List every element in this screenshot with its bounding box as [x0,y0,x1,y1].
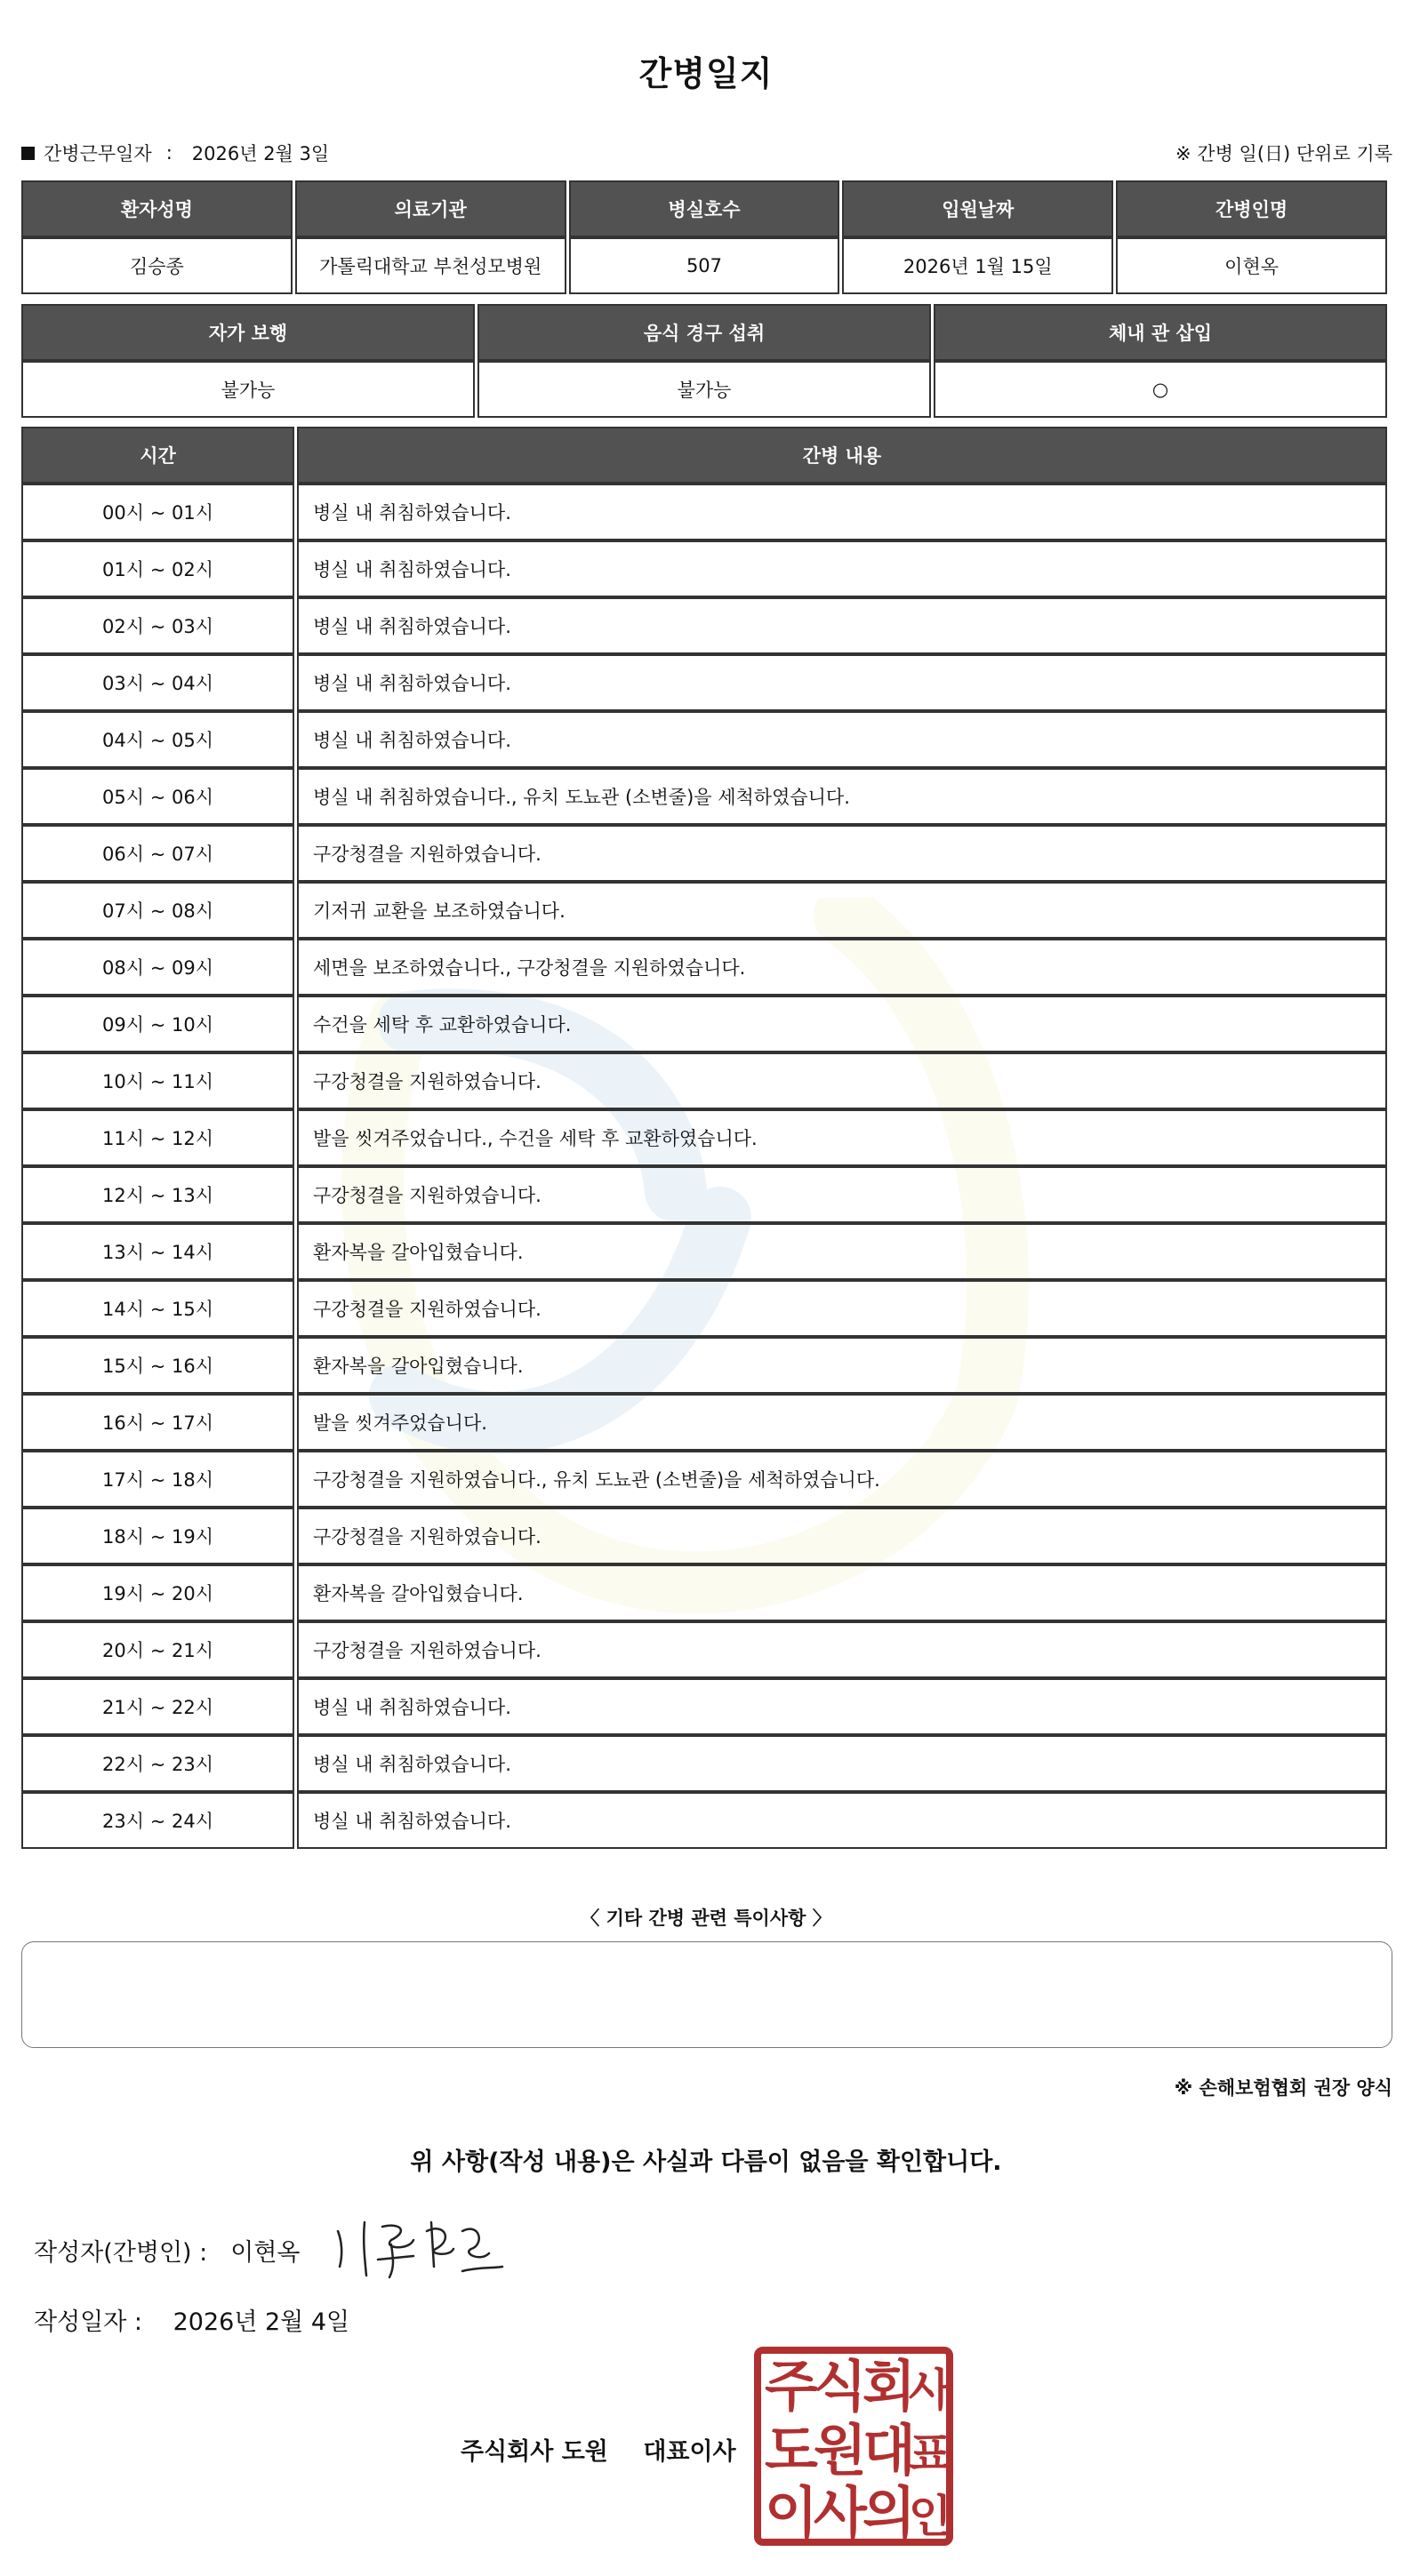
writer-label: 작성자(간병인) : [34,2239,208,2267]
table-row [21,1621,1387,1678]
time-slot: 07시 ~ 08시 [21,882,294,939]
table-row [21,1280,1387,1337]
work-date-group [21,140,329,166]
time-slot: 03시 ~ 04시 [21,654,294,711]
work-date-value: 2026년 2월 3일 [191,143,330,164]
care-content: 병실 내 취침하였습니다. [297,654,1387,711]
table-row [21,1166,1387,1223]
time-slot: 05시 ~ 06시 [21,768,294,825]
time-slot: 08시 ~ 09시 [21,939,294,996]
write-date-value: 2026년 2월 4일 [172,2308,350,2336]
hospital-name: 가톨릭대학교 부천성모병원 [295,237,566,294]
header-care-content: 간병 내용 [297,427,1387,484]
care-content: 환자복을 갈아입혔습니다. [297,1564,1387,1621]
care-content: 병실 내 취침하였습니다. [297,484,1387,540]
company-seal-icon [754,2347,953,2546]
time-slot: 00시 ~ 01시 [21,484,294,540]
header-patient-name: 환자성명 [21,180,293,237]
care-content: 환자복을 갈아입혔습니다. [297,1223,1387,1280]
header-tube-insertion: 체내 관 삽입 [934,304,1387,361]
confirmation-statement: 위 사항(작성 내용)은 사실과 다름이 없음을 확인합니다. [410,2148,1002,2176]
header-admission-date: 입원날짜 [842,180,1113,237]
table-row [21,1394,1387,1451]
admission-date: 2026년 1월 15일 [842,237,1113,294]
care-content: 세면을 보조하였습니다., 구강청결을 지원하였습니다. [297,939,1387,996]
patient-info-header-row [21,180,1387,237]
care-content: 발을 씻겨주었습니다. [297,1394,1387,1451]
care-content: 구강청결을 지원하였습니다. [297,1280,1387,1337]
company-ceo-title: 대표이사 [643,2438,736,2466]
care-content: 구강청결을 지원하였습니다. [297,1621,1387,1678]
tube-insertion-value: ○ [934,361,1387,418]
care-content: 병실 내 취침하였습니다. [297,597,1387,654]
time-slot: 13시 ~ 14시 [21,1223,294,1280]
caregiver-name: 이현옥 [1116,237,1387,294]
time-slot: 15시 ~ 16시 [21,1337,294,1394]
write-date-line [34,2302,349,2337]
recommendation-note: ※ 손해보험협회 권장 양식 [1174,2077,1392,2099]
table-row [21,654,1387,711]
time-slot: 06시 ~ 07시 [21,825,294,882]
care-content: 병실 내 취침하였습니다. [297,1678,1387,1735]
table-row [21,484,1387,540]
time-slot: 19시 ~ 20시 [21,1564,294,1621]
signature-icon [329,2204,507,2284]
table-row [21,768,1387,825]
table-row [21,711,1387,768]
patient-status-value-row [21,361,1387,418]
notes-heading: 〈 기타 간병 관련 특이사항 〉 [581,1908,831,1929]
time-slot: 20시 ~ 21시 [21,1621,294,1678]
time-slot: 10시 ~ 11시 [21,1052,294,1109]
svg-text:의: 의 [862,2480,916,2545]
table-row [21,882,1387,939]
svg-text:회: 회 [862,2354,916,2419]
work-date-label: 간병근무일자 [44,143,152,164]
care-content: 구강청결을 지원하였습니다., 유치 도뇨관 (소변줄)을 세척하였습니다. [297,1451,1387,1508]
time-slot: 23시 ~ 24시 [21,1792,294,1849]
time-slot: 12시 ~ 13시 [21,1166,294,1223]
time-slot: 09시 ~ 10시 [21,996,294,1052]
table-row [21,1451,1387,1508]
header-self-walking: 자가 보행 [21,304,475,361]
patient-name: 김승종 [21,237,293,294]
time-slot: 18시 ~ 19시 [21,1508,294,1564]
care-content: 병실 내 취침하였습니다. [297,711,1387,768]
header-room-number: 병실호수 [569,180,840,237]
svg-text:사: 사 [908,2364,952,2416]
svg-text:도: 도 [765,2418,818,2483]
patient-info-table [19,180,1390,294]
table-row [21,1735,1387,1792]
page-title: 간병일지 [638,54,774,93]
table-row [21,996,1387,1052]
time-slot: 22시 ~ 23시 [21,1735,294,1792]
header-time: 시간 [21,427,294,484]
patient-info-value-row [21,237,1387,294]
time-slot: 17시 ~ 18시 [21,1451,294,1508]
work-date-separator: : [165,142,172,164]
care-log-table [19,427,1390,1849]
time-slot: 11시 ~ 12시 [21,1109,294,1166]
table-row [21,540,1387,597]
table-row [21,825,1387,882]
header-oral-intake: 음식 경구 섭취 [477,304,931,361]
notes-box [21,1941,1392,2048]
table-row [21,1678,1387,1735]
table-row [21,1337,1387,1394]
time-slot: 14시 ~ 15시 [21,1280,294,1337]
svg-text:인: 인 [908,2491,952,2542]
header-caregiver-name: 간병인명 [1116,180,1387,237]
table-row [21,1052,1387,1109]
time-slot: 04시 ~ 05시 [21,711,294,768]
care-content: 발을 씻겨주었습니다., 수건을 세탁 후 교환하였습니다. [297,1109,1387,1166]
care-log-body [21,484,1387,1849]
svg-text:주: 주 [765,2354,818,2419]
writer-line [34,2233,301,2268]
care-log-header-row [21,427,1387,484]
care-content: 구강청결을 지원하였습니다. [297,1052,1387,1109]
company-name: 주식회사 도원 [461,2438,608,2466]
svg-text:표: 표 [908,2428,952,2480]
care-content: 구강청결을 지원하였습니다. [297,825,1387,882]
table-row [21,1223,1387,1280]
header-hospital: 의료기관 [295,180,566,237]
care-content: 병실 내 취침하였습니다. [297,1735,1387,1792]
self-walking-value: 불가능 [21,361,475,418]
table-row [21,1564,1387,1621]
care-content: 구강청결을 지원하였습니다. [297,1166,1387,1223]
time-slot: 02시 ~ 03시 [21,597,294,654]
care-content: 수건을 세탁 후 교환하였습니다. [297,996,1387,1052]
patient-status-header-row [21,304,1387,361]
time-slot: 01시 ~ 02시 [21,540,294,597]
table-row [21,597,1387,654]
svg-text:사: 사 [814,2480,867,2545]
table-row [21,1792,1387,1849]
meta-row [21,140,1392,168]
patient-status-table [19,304,1390,418]
square-bullet-icon [21,147,35,160]
svg-text:대: 대 [862,2418,916,2483]
table-row [21,1508,1387,1564]
record-note: ※ 간병 일(日) 단위로 기록 [1175,143,1392,164]
care-content: 병실 내 취침하였습니다., 유치 도뇨관 (소변줄)을 세척하였습니다. [297,768,1387,825]
time-slot: 21시 ~ 22시 [21,1678,294,1735]
svg-text:이: 이 [765,2480,818,2545]
svg-text:식: 식 [814,2354,867,2419]
oral-intake-value: 불가능 [477,361,931,418]
time-slot: 16시 ~ 17시 [21,1394,294,1451]
table-row [21,939,1387,996]
care-content: 병실 내 취침하였습니다. [297,540,1387,597]
svg-text:원: 원 [814,2418,867,2483]
care-content: 환자복을 갈아입혔습니다. [297,1337,1387,1394]
company-line [461,2432,736,2467]
writer-name: 이현옥 [230,2239,301,2267]
table-row [21,1109,1387,1166]
write-date-label: 작성일자 : [34,2308,143,2336]
care-content: 기저귀 교환을 보조하였습니다. [297,882,1387,939]
care-content: 병실 내 취침하였습니다. [297,1792,1387,1849]
care-content: 구강청결을 지원하였습니다. [297,1508,1387,1564]
room-number: 507 [569,237,840,294]
